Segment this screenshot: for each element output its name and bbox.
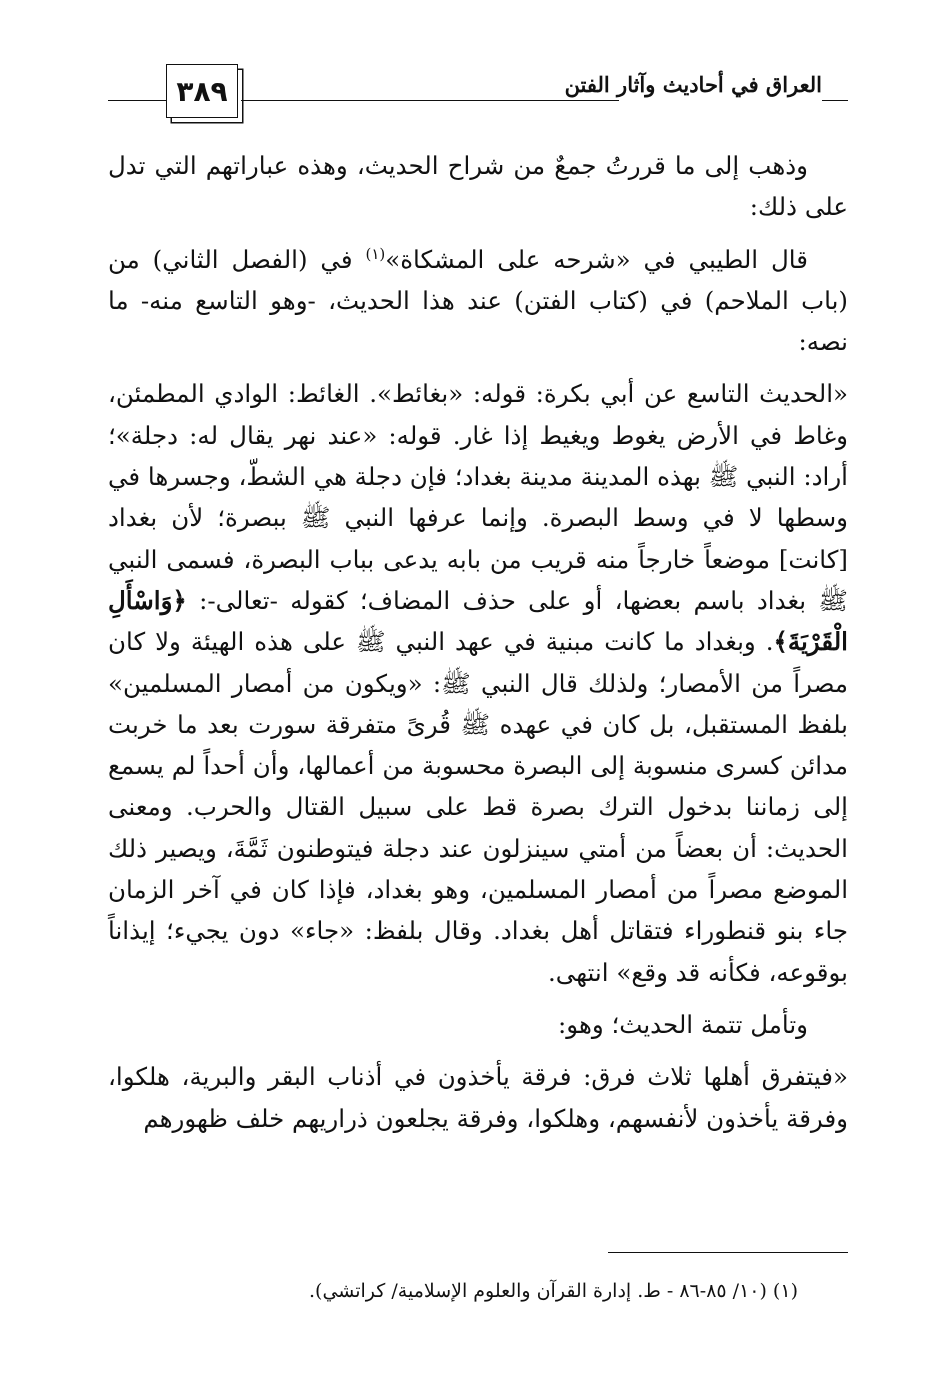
paragraph-hadith-continuation: «فيتفرق أهلها ثلاث فرق: فرقة يأخذون في أذناب البقر والبرية، هلكوا، وفرقة يأخذون لأنفسهم، وهلكوا، وفرقة يجلعون ذراريهم خلف ظهورهم <box>108 1062 848 1133</box>
quotation-text-end: . وبغداد ما كانت مبنية في عهد النبي ﷺ على هذه الهيئة ولا كان مصراً من الأمصار؛ ولذلك قال النبي ﷺ: «ويكون من أمصار المسلمين» بلفظ المستقبل، بل كان في عهده ﷺ قُرىً متفرقة سورت بعد ما خربت مدائن كسرى منسوبة إلى البصرة محسوبة من أعمالها، وأن أحداً لم يسمع إلى زماننا بدخول الترك بصرة قط على سبيل القتال والحرب. ومعنى الحديث: أن بعضاً من أمتي سينزلون عند دجلة فيتوطنون ثَمَّةَ، ويصير ذلك الموضع مصراً من أمصار المسلمين، وهو بغداد، فإذا كان في آخر الزمان جاء بنو قنطوراء فتقاتل أهل بغداد. وقال بلفظ: «جاء» دون يجيء؛ إيذاناً بوقوعه، فكأنه قد وقع» انتهى. <box>108 627 848 987</box>
tibi-text-end: في (الفصل الثاني) من (باب الملاحم) في (كتاب الفتن) عند هذا الحديث، -وهو التاسع منه- ما نصه: <box>108 244 848 357</box>
footnote-separator <box>608 1252 848 1253</box>
paragraph-quotation <box>108 373 848 992</box>
footnote-reference: (١) <box>365 244 386 263</box>
tibi-text-start: قال الطيبي في «شرحه على المشكاة» <box>385 244 808 274</box>
page-number: ٣٨٩ <box>166 64 238 118</box>
paragraph-intro: وذهب إلى ما قررتُ جمعٌ من شراح الحديث، وهذه عباراتهم التي تدل على ذلك: <box>108 151 848 222</box>
paragraph-tibi <box>108 239 848 363</box>
paragraph-reflect: وتأمل تتمة الحديث؛ وهو: <box>558 1009 808 1039</box>
footnote: (١) (١٠/ ٨٥-٨٦ - ط. إدارة القرآن والعلوم الإسلامية/ كراتشي). <box>309 1280 798 1302</box>
header-rule-middle <box>241 100 619 101</box>
header-rule-left <box>108 100 166 101</box>
page-header <box>108 58 848 128</box>
quran-verse: ﴿وَاسْأَلِ الْقَرْيَةَ﴾ <box>108 585 848 657</box>
running-title: العراق في أحاديث وآثار الفتن <box>564 72 822 97</box>
quotation-text-start: «الحديث التاسع عن أبي بكرة: قوله: «بغائط». الغائط: الوادي المطمئن، وغاط في الأرض يغوط ويغيط إذا غار. قوله: «عند نهر يقال له: دجلة»؛ أراد: النبي ﷺ بهذه المدينة مدينة بغداد؛ فإن دجلة هي الشطّ، وجسرها في وسطها لا في وسط البصرة. وإنما عرفها النبي ﷺ ببصرة؛ لأن بغداد [كانت] موضعاً خارجاً منه قريب من بابه يدعى بباب البصرة، فسمى النبي ﷺ بغداد باسم بعضها، أو على حذف المضاف؛ كقوله -تعالى-: <box>108 379 848 615</box>
main-text <box>108 145 848 1150</box>
header-rule-right <box>822 100 848 101</box>
